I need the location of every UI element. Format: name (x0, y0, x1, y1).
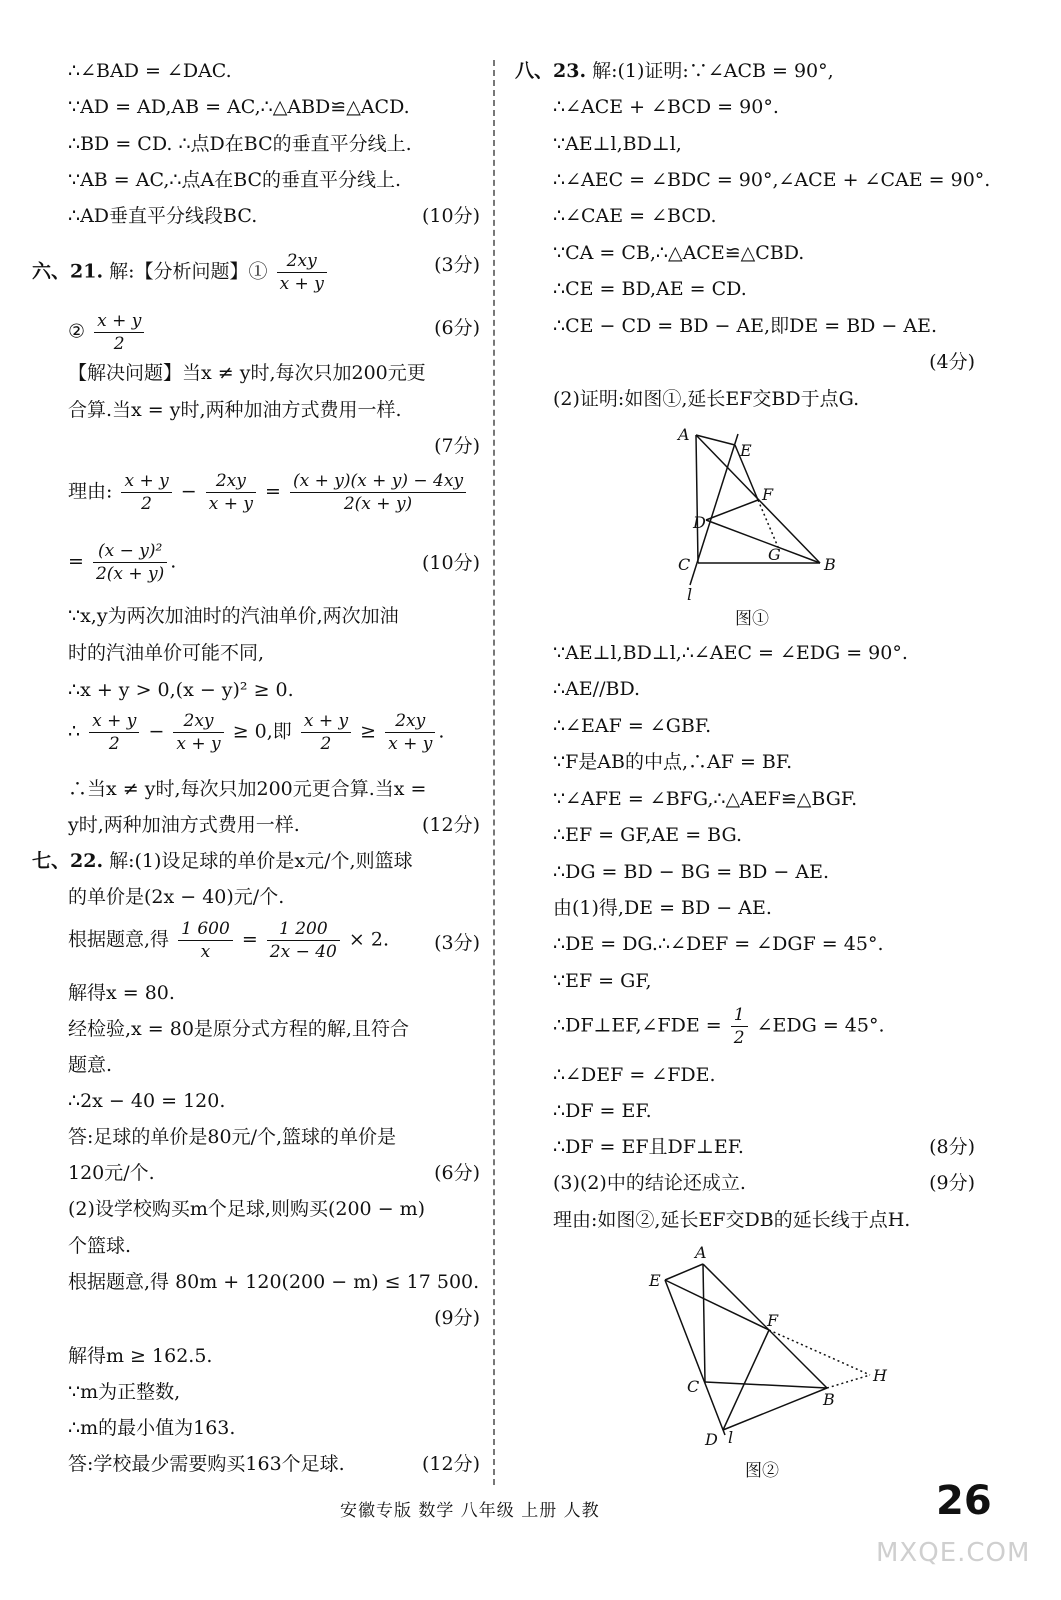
text-line: ∴DF = EF且DF⊥EF. (553, 1136, 744, 1158)
text-line: ∴∠ACE + ∠BCD = 90°. (553, 96, 779, 118)
equation-line (553, 1004, 885, 1049)
score-label: (6分) (434, 1162, 480, 1184)
text-line: ∴∠DEF = ∠FDE. (553, 1064, 716, 1086)
point-label-E: E (740, 441, 752, 460)
fraction (206, 470, 256, 515)
point-label-G: G (768, 545, 781, 564)
fraction-numerator: x + y (121, 470, 171, 493)
text-span: . (170, 550, 177, 573)
text-span: ∴DF⊥EF,∠FDE = (553, 1014, 722, 1037)
text-line: ∴EF = GF,AE = BG. (553, 824, 743, 846)
equation-line (68, 918, 389, 963)
text-line: 根据题意,得 80m + 120(200 − m) ≤ 17 500. (68, 1271, 480, 1293)
text-line: 解得x = 80. (68, 982, 175, 1004)
fraction-numerator: x + y (94, 310, 144, 333)
point-label-C: C (678, 555, 691, 574)
point-label-H: H (873, 1366, 887, 1385)
segment-DB (706, 520, 820, 563)
operator: = (265, 480, 281, 503)
fraction (385, 710, 435, 755)
line-l (665, 1280, 725, 1435)
fraction-denominator: 2 (108, 734, 120, 754)
text-line: ∴m的最小值为163. (68, 1417, 236, 1439)
text-line: ∵∠AFE = ∠BFG,∴△AEF≌△BGF. (553, 788, 858, 810)
text-span: 理由: (68, 480, 113, 503)
fraction (89, 710, 139, 755)
fraction (267, 918, 340, 963)
text-line: ∴∠BAD = ∠DAC. (68, 60, 232, 82)
text-line: ∴DF = EF. (553, 1100, 652, 1122)
fraction-denominator: 2(x + y) (343, 494, 413, 514)
text-line: ∴DG = BD − BG = BD − AE. (553, 861, 830, 883)
fraction (290, 470, 466, 515)
question-number: 七、22. (32, 850, 104, 872)
text-line: 由(1)得,DE = BD − AE. (553, 897, 772, 919)
score-label: (12分) (421, 1453, 480, 1475)
page-footer: 安徽专版 数学 八年级 上册 人教 (340, 1501, 600, 1521)
fraction-numerator: x + y (89, 710, 139, 733)
fraction (178, 918, 233, 963)
text-line: ∴AE//BD. (553, 678, 641, 700)
inequality-line (68, 710, 444, 755)
text-line: ∴CE − CD = BD − AE,即DE = BD − AE. (553, 315, 938, 337)
score-label: (12分) (421, 814, 480, 836)
text-line: 答:足球的单价是80元/个,篮球的单价是 (68, 1126, 397, 1148)
text-line: ∵AD = AD,AB = AC,∴△ABD≌△ACD. (68, 96, 410, 118)
segment-AC (696, 435, 698, 563)
fraction-numerator: 2xy (173, 710, 223, 733)
text-line: 120元/个. (68, 1162, 155, 1184)
text-line: ∵AE⊥l,BD⊥l, (553, 133, 682, 155)
line-label-l: l (687, 585, 693, 604)
figure-2-svg (635, 1240, 895, 1455)
fraction-numerator: 2xy (277, 250, 327, 273)
segment-AC (703, 1264, 705, 1382)
fraction-denominator: 2 (113, 334, 125, 354)
fraction-denominator: 2(x + y) (95, 564, 165, 584)
page-number: 26 (936, 1478, 992, 1524)
column-divider (493, 60, 495, 1485)
text-line: (2)设学校购买m个足球,则购买(200 − m) (68, 1198, 426, 1220)
fraction-numerator: x + y (301, 710, 351, 733)
fraction-denominator: 2 (141, 494, 152, 514)
point-label-D: D (693, 513, 706, 532)
question-number: 八、23. (515, 60, 587, 82)
fraction-numerator: (x + y)(x + y) − 4xy (290, 470, 466, 493)
text-span: 解:(1)证明:∵∠ACB = 90°, (592, 60, 834, 82)
score-label: (8分) (929, 1136, 975, 1158)
text-line: ∵AE⊥l,BD⊥l,∴∠AEC = ∠EDG = 90°. (553, 642, 908, 664)
text-line: ∴AD垂直平分线段BC. (68, 205, 258, 227)
score-label: (3分) (434, 254, 480, 276)
text-line: 答:学校最少需要购买163个足球. (68, 1453, 345, 1475)
question-21-block (32, 250, 330, 295)
text-line: 个篮球. (68, 1235, 132, 1257)
text-line: 合算.当x = y时,两种加油方式费用一样. (68, 399, 402, 421)
geometry-figure-1 (670, 420, 850, 605)
text-line: 题意. (68, 1054, 113, 1076)
text-span: ② (68, 320, 86, 343)
operator: = (68, 550, 84, 573)
fraction (121, 470, 171, 515)
question-23-block (515, 58, 834, 84)
fraction-denominator: 2 (320, 734, 332, 754)
line-label-l: l (728, 1428, 734, 1447)
fraction-numerator: 2xy (206, 470, 256, 493)
answer-line (68, 310, 147, 355)
text-line: ∴2x − 40 = 120. (68, 1090, 226, 1112)
text-span: ≥ 0,即 (232, 720, 292, 743)
point-label-A: A (695, 1243, 707, 1262)
score-label: (10分) (421, 552, 480, 574)
fraction-numerator: (x − y)² (93, 540, 167, 563)
text-line: ∵EF = GF, (553, 970, 652, 992)
point-label-A: A (678, 425, 690, 444)
text-line: ∵CA = CB,∴△ACE≌△CBD. (553, 242, 805, 264)
text-line: 【解决问题】当x ≠ y时,每次只加200元更 (68, 362, 426, 384)
watermark: MXQE.COM (876, 1538, 1031, 1568)
point-label-F: F (767, 1311, 779, 1330)
score-label: (4分) (929, 351, 975, 373)
text-span: ∠EDG = 45°. (756, 1014, 885, 1037)
score-label: (3分) (434, 932, 480, 954)
segment-EA (665, 1264, 703, 1280)
segment-AB (703, 1264, 827, 1388)
fraction-denominator: x (200, 942, 211, 962)
fraction-denominator: x + y (208, 494, 253, 514)
point-label-F: F (762, 485, 774, 504)
text-line: ∴CE = BD,AE = CD. (553, 278, 747, 300)
text-line: 经检验,x = 80是原分式方程的解,且符合 (68, 1018, 409, 1040)
text-line: (2)证明:如图①,延长EF交BD于点G. (553, 388, 860, 410)
operator: − (148, 720, 165, 743)
text-line: ∵m为正整数, (68, 1381, 181, 1403)
equation-line (68, 470, 469, 515)
score-label: (9分) (929, 1172, 975, 1194)
fraction-numerator: 1 (731, 1004, 748, 1027)
text-line: ∵x,y为两次加油时的汽油单价,两次加油 (68, 605, 399, 627)
score-label: (7分) (434, 435, 480, 457)
text-line: ∵AB = AC,∴点A在BC的垂直平分线上. (68, 169, 402, 191)
text-span: 解:【分析问题】① (109, 260, 268, 283)
score-label: (6分) (434, 317, 480, 339)
score-label: (9分) (434, 1307, 480, 1329)
point-label-B: B (824, 555, 836, 574)
text-line: 的单价是(2x − 40)元/个. (68, 886, 285, 908)
text-span: . (438, 720, 445, 743)
text-line: 理由:如图②,延长EF交DB的延长线于点H. (553, 1209, 911, 1231)
question-22-block (32, 848, 413, 874)
equation-line (68, 540, 176, 585)
text-line: ∴∠AEC = ∠BDC = 90°,∠ACE + ∠CAE = 90°. (553, 169, 991, 191)
segment-BH-dotted (827, 1375, 870, 1388)
text-line: ∴当x ≠ y时,每次只加200元更合算.当x = (68, 778, 427, 800)
text-line: ∴DE = DG.∴∠DEF = ∠DGF = 45°. (553, 933, 884, 955)
fraction (94, 310, 144, 355)
question-number: 六、21. (32, 260, 104, 283)
operator: − (180, 480, 197, 503)
fraction-numerator: 1 600 (178, 918, 233, 941)
text-line: (3)(2)中的结论还成立. (553, 1172, 746, 1194)
text-line: 时的汽油单价可能不同, (68, 642, 265, 664)
fraction-denominator: x + y (176, 734, 221, 754)
score-label: (10分) (421, 205, 480, 227)
segment-CB (705, 1382, 827, 1388)
fraction (93, 540, 167, 585)
fraction (173, 710, 223, 755)
operator: = (241, 928, 258, 951)
fraction-denominator: 2 (733, 1028, 745, 1048)
text-line: y时,两种加油方式费用一样. (68, 814, 300, 836)
point-label-B: B (823, 1390, 835, 1409)
text-span: 根据题意,得 (68, 928, 170, 951)
text-line: ∴x + y > 0,(x − y)² ≥ 0. (68, 679, 294, 701)
fraction (731, 1004, 748, 1049)
point-label-E: E (649, 1271, 661, 1290)
fraction-numerator: 1 200 (267, 918, 340, 941)
fraction-denominator: x + y (388, 734, 433, 754)
fraction (301, 710, 351, 755)
text-line: ∴∠EAF = ∠GBF. (553, 715, 712, 737)
text-line: ∴BD = CD. ∴点D在BC的垂直平分线上. (68, 133, 412, 155)
text-span: × 2. (348, 928, 390, 951)
fraction (277, 250, 327, 295)
text-line: ∵F是AB的中点,∴AF = BF. (553, 751, 793, 773)
fraction-denominator: x + y (279, 274, 324, 294)
fraction-numerator: 2xy (385, 710, 435, 733)
segment-FH-dotted (769, 1330, 870, 1375)
operator: ≥ (360, 720, 377, 743)
text-line: ∴∠CAE = ∠BCD. (553, 205, 717, 227)
text-line: 解得m ≥ 162.5. (68, 1345, 213, 1367)
segment-EF (665, 1280, 769, 1330)
geometry-figure-2 (635, 1240, 895, 1455)
figure-2-caption: 图② (745, 1461, 779, 1481)
fraction-denominator: 2x − 40 (269, 942, 337, 962)
point-label-C: C (687, 1377, 700, 1396)
figure-1-svg (670, 420, 850, 605)
point-label-D: D (705, 1430, 718, 1449)
text-span: ∴ (68, 720, 81, 743)
text-span: 解:(1)设足球的单价是x元/个,则篮球 (109, 850, 413, 872)
figure-1-caption: 图① (735, 609, 769, 629)
